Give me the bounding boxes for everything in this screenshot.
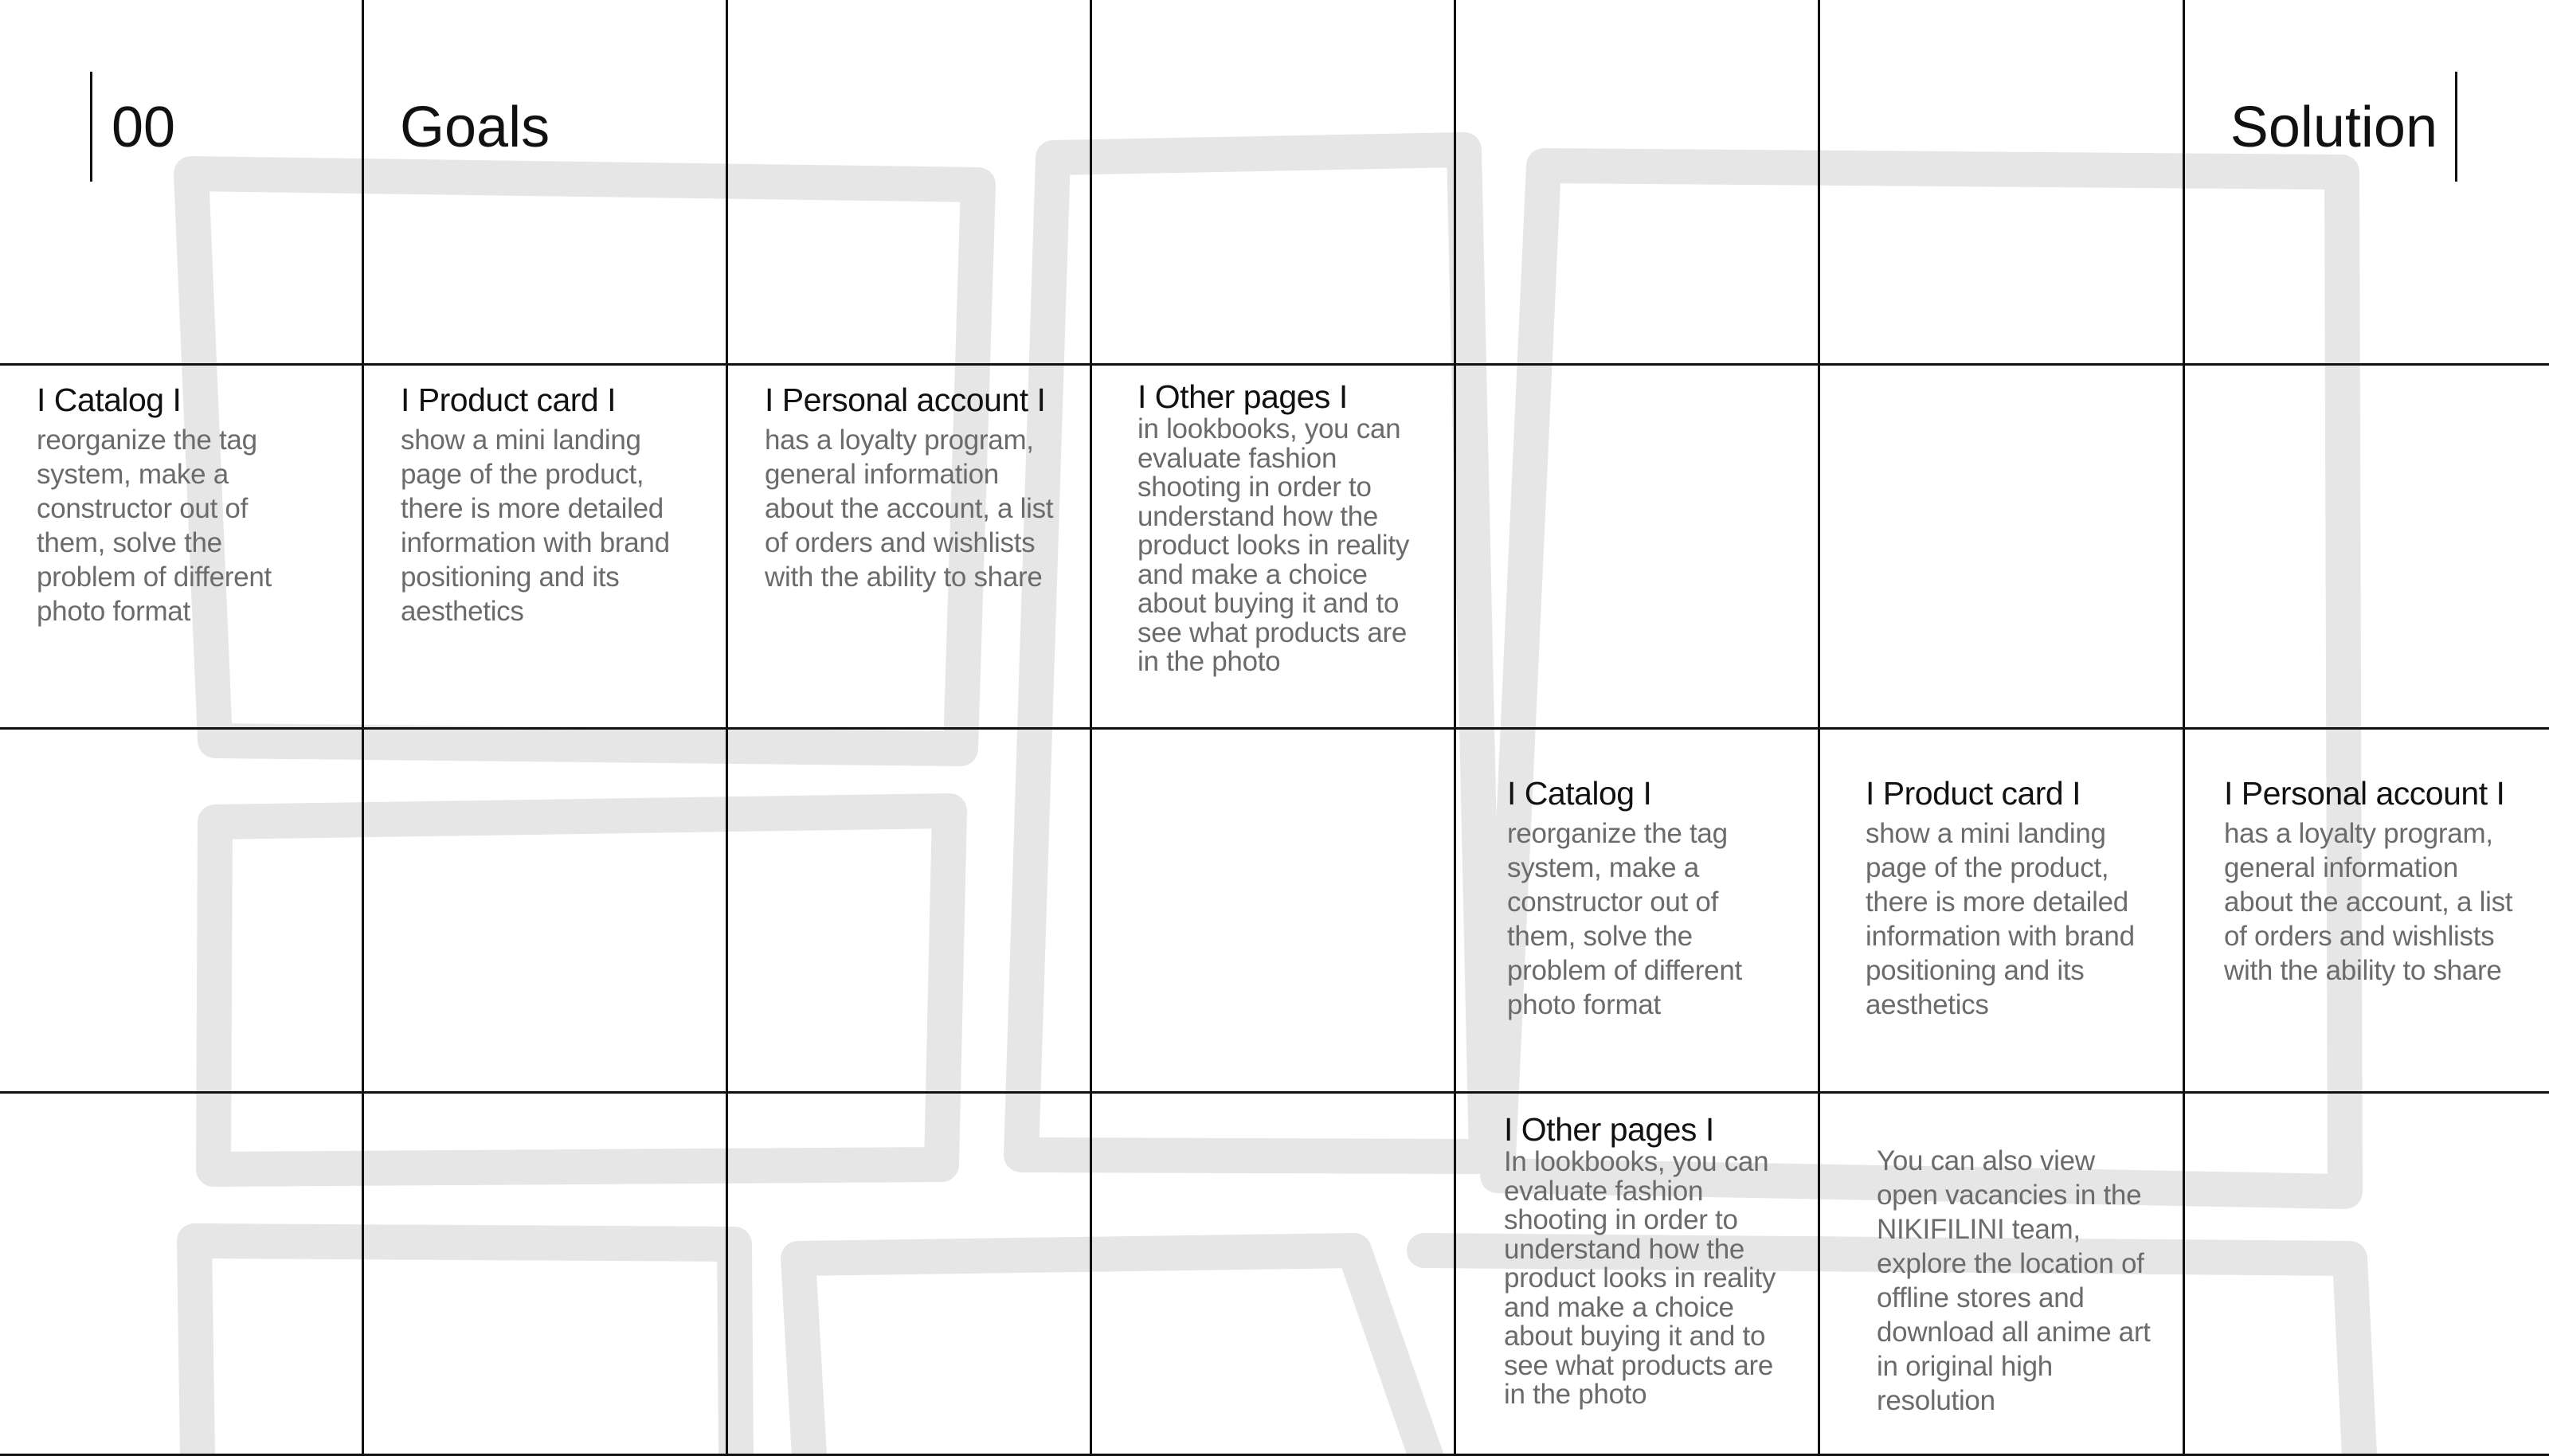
solution-other-pages-text: In lookbooks, you can evaluate fashion shooting in order to understand how the product looks in reality and make a choice about buying it and to see what products are in the photo <box>1504 1146 1776 1411</box>
deco-frame-4 <box>1498 166 2345 1192</box>
grid-line-h3 <box>0 1091 2549 1094</box>
grid-line-h2 <box>0 727 2549 730</box>
solution-product-card-title: I Product card I <box>1866 775 2081 812</box>
solution-extra-text: You can also view open vacancies in the NIKIFILINI team, explore the location of offline stores and download all anime art in original high resolution <box>1877 1145 2151 1416</box>
goal-product-card <box>401 382 679 628</box>
solution-title: Solution <box>2230 96 2437 159</box>
solution-personal-account-text: has a loyalty program, general information about the account, a list of orders and wishlists with the ability to share <box>2224 818 2513 987</box>
goal-other-pages <box>1137 379 1424 677</box>
deco-frame-6 <box>798 1251 1426 1456</box>
solution-catalog <box>1507 776 1786 1022</box>
goal-product-card-title: I Product card I <box>401 382 617 418</box>
goal-other-pages-text: in lookbooks, you can evaluate fashion shooting in order to understand how the product looks in reality and make a choice about buying it and to see what products are in the photo <box>1137 413 1410 678</box>
deco-frame-2 <box>213 811 950 1169</box>
goal-other-pages-title: I Other pages I <box>1137 378 1348 415</box>
solution-other-pages <box>1504 1112 1783 1410</box>
goal-catalog-title: I Catalog I <box>37 382 182 418</box>
solution-catalog-title: I Catalog I <box>1507 775 1652 812</box>
number-divider <box>90 72 92 182</box>
solution-product-card-text: show a mini landing page of the product, there is more detailed information with brand positioning and its aesthetics <box>1866 818 2135 1021</box>
section-number: 00 <box>112 96 176 159</box>
solution-catalog-text: reorganize the tag system, make a constructor out of them, solve the problem of different photo format <box>1507 818 1742 1021</box>
solution-other-pages-title: I Other pages I <box>1504 1111 1714 1148</box>
goal-catalog <box>37 382 315 628</box>
goals-title: Goals <box>400 96 550 159</box>
solution-personal-account-title: I Personal account I <box>2224 775 2505 812</box>
goal-personal-account-title: I Personal account I <box>765 382 1046 418</box>
solution-personal-account <box>2224 776 2520 988</box>
goal-product-card-text: show a mini landing page of the product, there is more detailed information with brand positioning and its aesthetics <box>401 425 670 628</box>
goal-personal-account-text: has a loyalty program, general information about the account, a list of orders and wishlists with the ability to share <box>765 425 1054 593</box>
goal-catalog-text: reorganize the tag system, make a constructor out of them, solve the problem of different photo format <box>37 425 272 628</box>
goal-personal-account <box>765 382 1059 594</box>
solution-extra <box>1877 1144 2155 1418</box>
deco-frame-5 <box>194 1241 736 1456</box>
solution-divider <box>2455 72 2457 182</box>
grid-line-h1 <box>0 363 2549 366</box>
solution-product-card <box>1866 776 2144 1022</box>
